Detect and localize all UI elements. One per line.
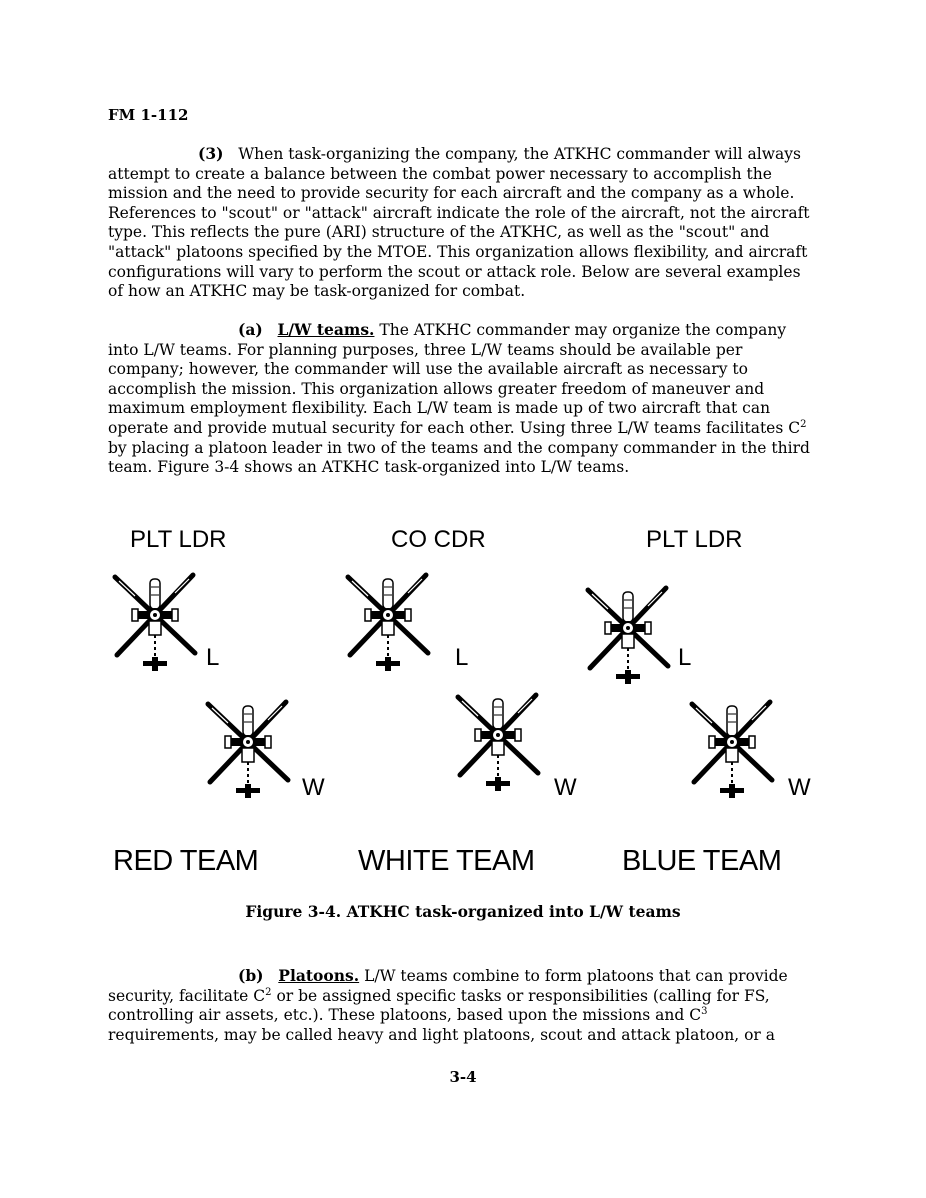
paragraph-text: L/W teams combine to form platoons that can provide security, facilitate C — [108, 967, 788, 1005]
paragraph-number: (3) — [198, 144, 224, 163]
helicopter-icon — [338, 565, 438, 675]
lead-marker: L — [206, 644, 220, 671]
team-name: BLUE TEAM — [622, 845, 782, 877]
paragraph-text-cont: by placing a platoon leader in two of the teams and the company commander in the third team. Figure 3-4 shows an ATKHC task-organized into L/W teams. — [108, 438, 810, 477]
team-name: RED TEAM — [113, 845, 259, 877]
helicopter-icon — [198, 692, 298, 802]
wing-marker: W — [554, 774, 577, 801]
superscript: 2 — [265, 986, 272, 998]
wing-marker: W — [302, 774, 325, 801]
paragraph-text-cont: or be assigned specific tasks or responsibilities (calling for FS, controlling air assets, etc.). These platoons, based upon the missions and C — [108, 986, 770, 1025]
figure-3-4 — [0, 520, 926, 890]
team-leader-label: CO CDR — [391, 526, 486, 553]
superscript: 3 — [701, 1006, 708, 1018]
team-leader-label: PLT LDR — [646, 526, 743, 553]
lead-marker: L — [455, 644, 469, 671]
paragraph-3 — [108, 144, 818, 302]
document-id-header: FM 1-112 — [108, 106, 189, 124]
paragraph-b — [108, 966, 818, 1045]
lead-marker: L — [678, 644, 692, 671]
helicopter-icon — [448, 685, 548, 795]
team-name: WHITE TEAM — [358, 845, 535, 877]
paragraph-text-cont: requirements, may be called heavy and light platoons, scout and attack platoon, or a — [108, 1025, 775, 1044]
helicopter-icon — [682, 692, 782, 802]
figure-caption: Figure 3-4. ATKHC task-organized into L/W teams — [245, 902, 681, 921]
wing-marker: W — [788, 774, 811, 801]
paragraph-title: L/W teams. — [277, 320, 375, 339]
paragraph-text: The ATKHC commander may organize the company into L/W teams. For planning purposes, three L/W teams should be available per company; however, the commander will use the available aircraft as necessary to accomplish the mission. This organization allows greater freedom of maneuver and maximum employment flexibility. Each L/W team is made up of two aircraft that can operate and provide mutual security for each other. Using three L/W teams facilitates C — [108, 321, 801, 437]
page-number: 3-4 — [449, 1068, 477, 1086]
paragraph-number: (a) — [238, 320, 263, 339]
paragraph-a — [108, 320, 818, 478]
superscript: 2 — [800, 418, 807, 430]
helicopter-icon — [105, 565, 205, 675]
paragraph-text: When task-organizing the company, the ATKHC commander will always attempt to create a balance between the combat power necessary to accomplish the mission and the need to provide security for each aircraft and the company as a whole. References to "scout" or "attack" aircraft indicate the role of the aircraft, not the aircraft type. This reflects the pure (ARI) structure of the ATKHC, as well as the "scout" and "attack" platoons specified by the MTOE. This organization allows flexibility, and aircraft configurations will vary to perform the scout or attack role. Below are several examples of how an ATKHC may be task-organized for combat. — [108, 145, 810, 301]
team-leader-label: PLT LDR — [130, 526, 227, 553]
helicopter-icon — [578, 578, 678, 688]
paragraph-title: Platoons. — [278, 966, 360, 985]
paragraph-number: (b) — [238, 966, 264, 985]
